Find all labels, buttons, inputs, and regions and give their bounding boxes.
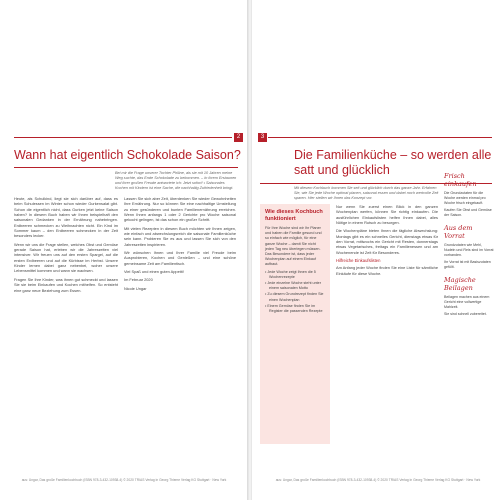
- paragraph: Nur wenn Sie zuerst einen Blick in den ganzen Wochenplan werfen, können Sie richtig einkaufen. Die ausführlichen Einkaufslisten helfen Ihnen dabei, alles Nötige in einem Rutsch zu besorgen.: [336, 204, 438, 226]
- right-column: [336, 204, 438, 279]
- sidebar-item: Grundzutaten wie Mehl, Nudeln und Reis sind im Vorrat vorhanden.: [444, 243, 494, 257]
- paragraph: Wir wünschen Ihnen und Ihrer Familie viel Freude beim Ausprobieren, Kochen und Genießen – und eine schöne gemeinsame Zeit am Familientisch.: [124, 250, 236, 266]
- sidebar-block-sides: [444, 276, 494, 317]
- right-sidebar: [444, 172, 494, 323]
- paragraph: Lassen Sie sich aber Zeit, überdenken Sie wieder Gewohnheiten Ihre Ernährung. Nur so können Sie eine nachhaltige Umstellung zu einer gesünderen und bunten Familienernährung erreichen. Wenn Ihnen anfangs 1 oder 2 Gerichte pro Woche saisonal gekocht gelingen, ist das schon ein großer Schritt.: [124, 196, 236, 223]
- right-page-title: Die Familienküche – so werden alle satt und glücklich: [294, 148, 492, 177]
- info-box-list: [260, 268, 330, 315]
- left-page-number: 2: [234, 133, 243, 142]
- signoff-greeting: Viel Spaß und einen guten Appetit!: [124, 269, 184, 275]
- right-top-rule: [268, 137, 492, 138]
- list-item: • Jede einzelne Woche steht unter einem saisonalen Motto: [265, 281, 321, 291]
- paragraph: Fragen Sie Ihre Kinder, was ihnen gut schmeckt und lassen Sie sie beim Einkaufen und Kochen mithelfen. So entsteht eine ganz neue Beziehung zum Essen.: [14, 276, 118, 293]
- sidebar-block-fresh: [444, 172, 494, 218]
- info-box-text: Für Ihre Woche sind wir Ihr Planer und haben die Familie gesund und so einfach wie möglich, für eine ganze Woche – damit Sie nicht jeden Tag neu überlegen müssen. Das Besondere ist, dass jeder Wochenplan auf einem Einkauf aufbaut.: [265, 226, 322, 267]
- signoff-date: Im Februar 2020: [124, 277, 153, 283]
- right-intro: Mit diesem Kochbuch kommen Sie seit und glücklich durch das ganze Jahr. Erfahren Sie, wie Sie jede Woche optimal planen, saisonal essen und dabei noch wertvolle Zeit sparen. Hier stellen wir Ihnen das Konzept vor.: [294, 186, 439, 200]
- info-box: [260, 204, 330, 444]
- list-item: • Jede Woche zeigt Ihnen die 5 Wochenrezepte: [265, 269, 316, 279]
- left-title-rule: [14, 167, 238, 168]
- right-footer: aus: Ungar, Das große Familienkochbuch (ISBN 978-3-432-10938-4) © 2020 TRIAS Verlag in Georg Thieme Verlag KG Stuttgart · New York: [275, 478, 481, 482]
- sidebar-item: Beilagen machen aus einem Gericht eine vollwertige Mahlzeit.: [444, 295, 490, 309]
- list-item: • Zu diesem Grundrezept finden Sie einen Wochenplan: [265, 292, 324, 302]
- sidebar-item: Die Grundzutaten für die Woche werden einmal pro Woche frisch eingekauft.: [444, 191, 486, 205]
- left-column-1: [14, 196, 118, 296]
- paragraph: Die Wochenpläne bieten Ihnen die tägliche Abwechslung: Montags gibt es ein schnelles Gericht, dienstags etwas für den Vorrat, mittwochs ein Gericht mit Resten, donnerstags etwas Vegetarisches, freitags ein Familienessen und am Wochenende ist Zeit für Besonderes.: [336, 228, 438, 255]
- left-top-rule: [14, 137, 232, 138]
- right-page: [252, 0, 500, 500]
- paragraph: Heute, als Schulkind, liegt sie sich darüber auf, dass es beim Schulessen im Winter schon wieder Gurkensalat gibt. Schon die eigentlich nicht, dass Gurken jetzt keine Saison haben? In diesem Buch haben wir Ihnen beispielhaft den saisonalen Gedanken in der Ernährung nahebringen. Erdbeeren schmecken zu Weihnachten nicht. Ein Kind im Sommer kaum – den Erdbeeren schmecken in der Zeit besonders lecker.: [14, 196, 118, 239]
- left-column-2: [124, 196, 236, 291]
- shopping-list-subhead: Hilfreiche Einkaufslisten: [336, 258, 381, 264]
- info-box-title: Wie dieses Kochbuch funktioniert: [265, 209, 323, 222]
- left-footer: aus: Ungar, Das große Familienkochbuch (ISBN 978-3-432-10938-4) © 2020 TRIAS Verlag in Georg Thieme Verlag KG Stuttgart · New York: [21, 478, 227, 482]
- sidebar-item: Sie sind schnell zubereitet.: [444, 312, 487, 316]
- list-item: • Einem Gemüse finden Sie im Register die passenden Rezepte: [265, 303, 323, 314]
- paragraph: Mit vielen Rezepten in diesem Buch möchten wir Ihnen zeigen, wie einfach und abwechslungsreich die saisonale Familienküche sein kann. Probieren Sie es aus und lassen Sie sich von den Jahreszeiten inspirieren.: [124, 225, 236, 247]
- sidebar-heading: Magische Beilagen: [444, 276, 476, 292]
- paragraph: Wenn wir uns die Frage stellen, welches Obst und Gemüse gerade Saison hat, erleben wir die Jahreszeiten viel intensiver. Wir freuen uns auf den ersten Spargel, auf die ersten Erdbeeren und auf die Kürbisse im Herbst. Unsere Kinder lernen dabei ganz nebenbei, woher unsere Lebensmittel kommen und wann sie wachsen.: [14, 241, 118, 274]
- sidebar-block-pantry: [444, 224, 494, 270]
- sidebar-heading: Aus dem Vorrat: [444, 224, 473, 240]
- sidebar-heading: Frisch einkaufen: [444, 172, 477, 188]
- left-page: [0, 0, 248, 500]
- left-page-title: Wann hat eigentlich Schokolade Saison?: [14, 148, 241, 162]
- paragraph: Am Anfang jeder Woche finden Sie eine Liste für sämtliche Einkäufe für diese Woche.: [336, 265, 438, 276]
- right-page-number: 3: [258, 133, 267, 142]
- sidebar-item: Kaufen Sie Obst und Gemüse der Saison.: [444, 208, 492, 217]
- sidebar-item: Ihr Vorrat ist mit Basiszutaten gefüllt.: [444, 260, 491, 269]
- signoff-author: Nicole Ungar: [124, 285, 147, 291]
- left-intro: Bei mir die Frage unserer Tochter Philine, als sie mit 10 Jahren meine Weg suchte, das Ende Schokolade zu bekommen. – In ihrem Erstaunen und ihrer großen Freude antwortete ich: Jetzt sofort! • Saisonales Kochen mit Kindern ist eine Sache, die nachhaltig Zufriedenheit bringt.: [115, 171, 237, 190]
